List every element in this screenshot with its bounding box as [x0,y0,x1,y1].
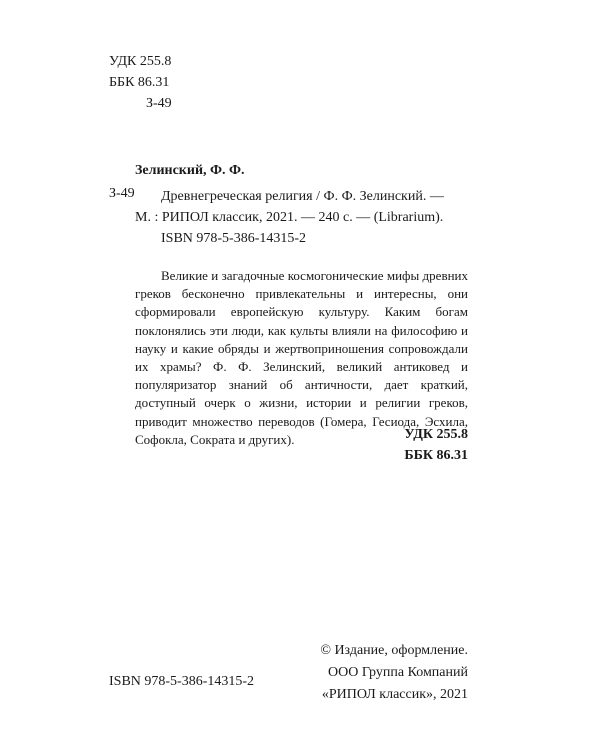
annotation-text: Великие и загадочные космогонические мифы древних греков бесконечно привлекательны и интересны, они сформировали европейскую культуру. Каким богам поклонялись эти люди, как культы влияли на философию и науку и какие обряды и жертвоприношения сопровождали их храмы? Ф. Ф. Зелинский, великий антиковед и популяризатор знаний об античности, дает краткий, доступный очерк о жизни, истории и религии греков, приводит множество переводов (Гомера, Гесиода, Эсхила, Софокла, Сократа и других). [135,268,468,447]
footer-isbn: ISBN 978-5-386-14315-2 [109,674,255,689]
bbk-code-bottom: ББК 86.31 [404,448,468,463]
author-mark: З-49 [109,186,135,201]
copyright-block [320,640,468,706]
udk-code-top: УДК 255.8 [109,54,172,69]
author-mark-top: З-49 [146,96,172,111]
udk-code-bottom: УДК 255.8 [404,427,468,442]
author-name: Зелинский, Ф. Ф. [135,163,245,178]
annotation [135,267,468,449]
copyright-line-1: © Издание, оформление. [320,643,468,658]
bibliographic-description [135,186,444,228]
bbk-code-top: ББК 86.31 [109,75,170,90]
bibliographic-line-1: Древнегреческая религия / Ф. Ф. Зелинский. — [161,189,444,204]
bibliographic-line-2: М. : РИПОЛ классик, 2021. — 240 с. — (Librarium). [135,210,444,225]
bottom-classification-codes [404,424,468,466]
top-classification-codes [109,51,172,114]
copyright-line-2: ООО Группа Компаний [328,665,468,680]
copyright-line-3: «РИПОЛ классик», 2021 [321,687,468,702]
isbn: ISBN 978-5-386-14315-2 [161,231,307,246]
